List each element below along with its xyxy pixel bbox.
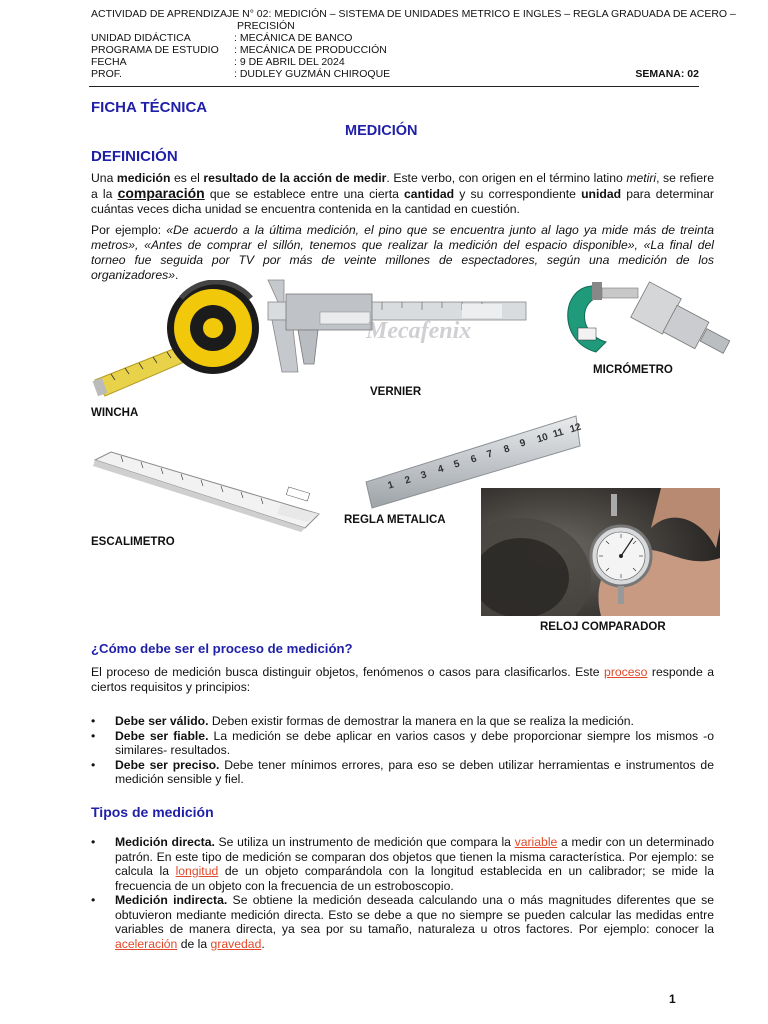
dial-indicator-photo bbox=[481, 488, 720, 616]
caption-regla: REGLA METALICA bbox=[344, 514, 446, 526]
ruler-number: 1 bbox=[386, 479, 396, 492]
caption-micrometro: MICRÓMETRO bbox=[593, 364, 673, 376]
page-title: MEDICIÓN bbox=[345, 123, 418, 139]
ruler-number: 11 bbox=[551, 426, 565, 441]
scale-ruler-image bbox=[91, 442, 323, 532]
caption-reloj: RELOJ COMPARADOR bbox=[540, 621, 666, 633]
header-row-unidad: UNIDAD DIDÁCTICA : MECÁNICA DE BANCO bbox=[91, 32, 353, 44]
caption-vernier: VERNIER bbox=[370, 386, 422, 398]
link-aceleracion[interactable]: aceleración bbox=[115, 936, 178, 951]
ruler-number: 2 bbox=[403, 474, 412, 487]
list-item: • Debe ser válido. Deben existir formas de demostrar la manera en la que se realiza la medición. bbox=[91, 714, 634, 728]
definition-paragraph: Una medición es el resultado de la acción de medir. Este verbo, con origen en el término latino metiri, se refiere a la comparación que se establece entre una cierta cantidad y su correspondiente unidad para determinar cuántas veces dicha unidad se encuentra contenida en la cantidad en cuestión. bbox=[91, 171, 715, 216]
ficha-heading: FICHA TÉCNICA bbox=[91, 99, 208, 116]
header-activity-line-cont: PRECISIÓN bbox=[237, 20, 295, 32]
ruler-number: 5 bbox=[452, 458, 462, 471]
header-row-fecha: FECHA : 9 DE ABRIL DEL 2024 bbox=[91, 56, 345, 68]
proceso-heading: ¿Cómo debe ser el proceso de medición? bbox=[91, 641, 353, 656]
page-number: 1 bbox=[669, 992, 676, 1006]
ruler-number: 4 bbox=[436, 463, 445, 476]
tipos-heading: Tipos de medición bbox=[91, 804, 214, 820]
tipos-list bbox=[91, 835, 714, 951]
list-item-indirecta: • Medición indirecta. Se obtiene la medición deseada calculando una o más magnitudes diferentes que se obtuvieron mediante medición directa. Esto se debe a que no siempre se pueden calcular las medidas entre variables de manera directa, ya sea por su tamaño, naturaleza u otros factores. Por ejemplo: conocer la aceleración de la gravedad. bbox=[91, 893, 714, 951]
list-item-directa: • Medición directa. Se utiliza un instrumento de medición que compara la variable a medir con un determinado patrón. En este tipo de medición se comparan dos objetos que tienen la misma característica. Por ejemplo: se calcula la longitud de un objeto comparándola con la longitud establecida en un calibrador; se mide la frecuencia de un objeto con la frecuencia de un estroboscopio. bbox=[91, 835, 714, 893]
ruler-number: 3 bbox=[419, 469, 429, 482]
header-divider bbox=[89, 86, 699, 87]
requirements-list bbox=[91, 714, 714, 787]
ruler-number: 12 bbox=[568, 421, 582, 436]
example-paragraph: Por ejemplo: «De acuerdo a la última medición, el pino que se encuentra junto al lago ya mide más de treinta metros», «Antes de comprar el sillón, tenemos que realizar la medición del espacio disponible», «La final del torneo fue seguida por TV por más de veinte millones de espectadores, según una medición de los organizadores». bbox=[91, 223, 714, 282]
caption-escalimetro: ESCALIMETRO bbox=[91, 536, 175, 548]
vernier-caliper-image bbox=[262, 272, 530, 380]
document-header bbox=[91, 8, 736, 80]
header-activity-line: ACTIVIDAD DE APRENDIZAJE N° 02: MEDICIÓN – SISTEMA DE UNIDADES METRICO E INGLES – REGLA GRADUADA DE ACERO – bbox=[91, 8, 736, 20]
ruler-number: 9 bbox=[518, 437, 528, 450]
header-semana: SEMANA: 02 bbox=[635, 68, 699, 80]
header-row-prof: PROF. : DUDLEY GUZMÁN CHIROQUE SEMANA: 02 bbox=[91, 68, 699, 80]
tape-measure-image bbox=[91, 280, 263, 402]
list-item: • Debe ser preciso. Debe tener mínimos errores, para eso se deben utilizar herramientas e instrumentos de medición sensible y fiel. bbox=[91, 757, 714, 786]
caption-wincha: WINCHA bbox=[91, 407, 139, 419]
ruler-number: 7 bbox=[485, 448, 495, 461]
micrometer-image bbox=[556, 272, 734, 362]
ruler-number: 6 bbox=[469, 453, 478, 466]
definicion-heading: DEFINICIÓN bbox=[91, 148, 178, 165]
header-row-programa: PROGRAMA DE ESTUDIO : MECÁNICA DE PRODUCCIÓN bbox=[91, 44, 387, 56]
ruler-number: 8 bbox=[502, 443, 511, 456]
proceso-paragraph: El proceso de medición busca distinguir objetos, fenómenos o casos para clasificarlos. Este proceso responde a ciertos requisitos y principios: bbox=[91, 665, 715, 694]
link-proceso[interactable]: proceso bbox=[604, 665, 648, 679]
link-variable[interactable]: variable bbox=[514, 835, 558, 849]
list-item: • Debe ser fiable. La medición se debe aplicar en varios casos y debe proporcionar siempre los mismos -o similares- resultados. bbox=[91, 728, 714, 757]
watermark-text: Mecafenix bbox=[366, 318, 472, 344]
link-longitud[interactable]: longitud bbox=[175, 864, 219, 878]
ruler-number: 10 bbox=[535, 431, 549, 446]
link-gravedad[interactable]: gravedad bbox=[210, 936, 262, 951]
